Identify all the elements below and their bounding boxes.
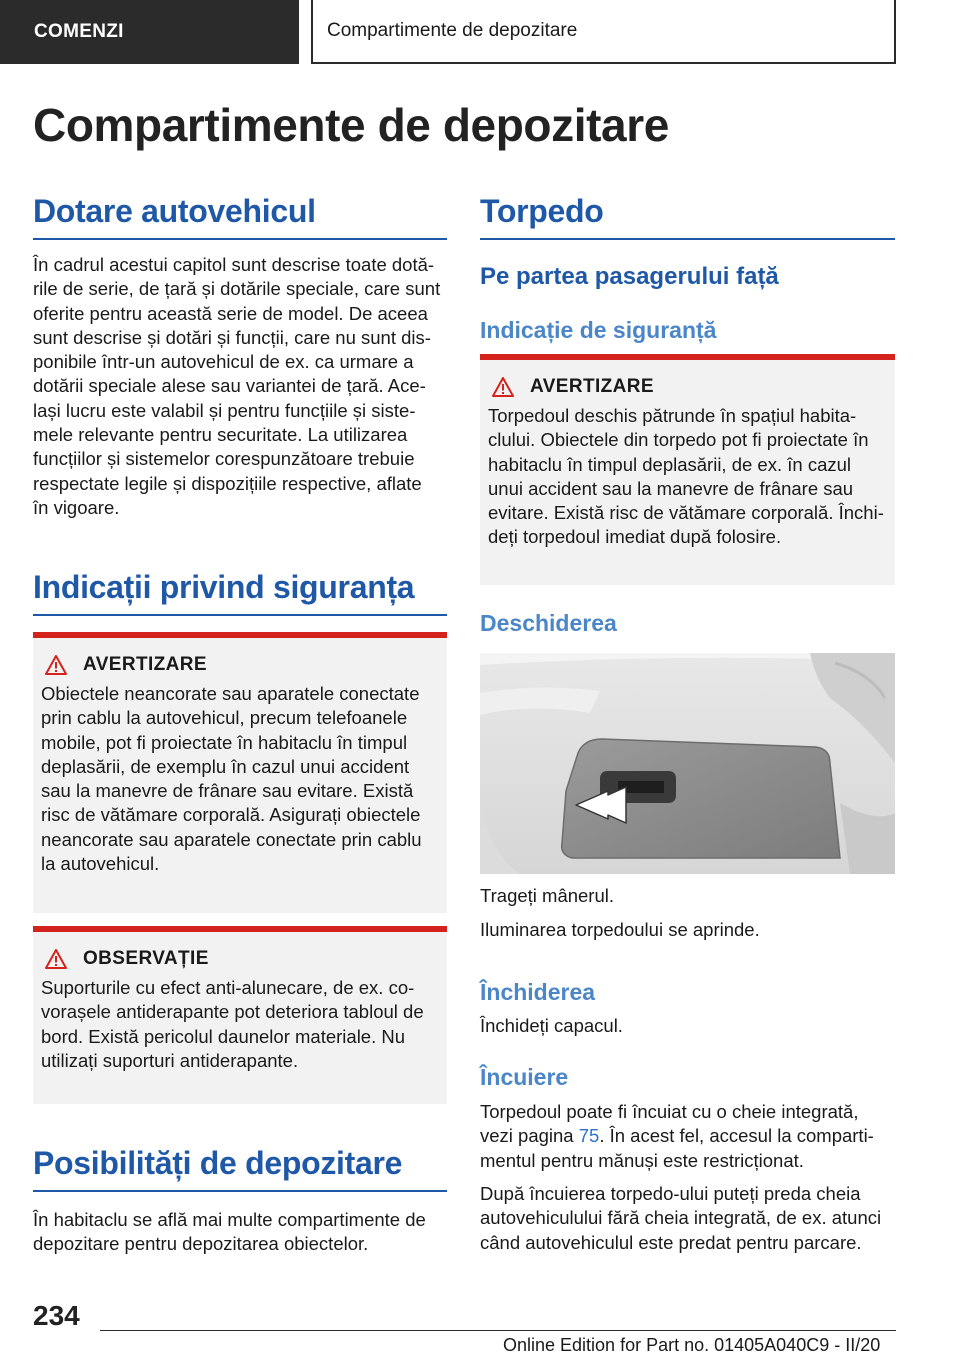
text-line: clului. Obiectele din torpedo pot fi proiectate în bbox=[488, 429, 869, 451]
step-pull-handle: Trageți mânerul. bbox=[480, 885, 615, 906]
text-line: mobile, pot fi proiectate în habitaclu în timpul bbox=[41, 731, 408, 753]
text-line: Suporturile cu efect anti-alunecare, de ex. co- bbox=[41, 977, 415, 998]
notice-box bbox=[33, 926, 447, 1104]
text-line: depozitare pentru depozitarea obiectelor. bbox=[33, 1233, 369, 1255]
text-line: deți torpedoul imediat după folosire. bbox=[488, 526, 782, 548]
text-line: evitare. Există risc de vătămare corporală. Închi- bbox=[488, 502, 884, 524]
text-line: mentul pentru mănuși este restricționat. bbox=[480, 1149, 804, 1171]
posibilitati-paragraph bbox=[33, 1208, 447, 1257]
heading-posibilitati: Posibilități de depozitare bbox=[33, 1145, 447, 1192]
edition-text: Online Edition for Part no. 01405A040C9 - II/20 bbox=[503, 1335, 881, 1355]
text-line: bord. Există pericolul daunelor materiale. Nu bbox=[41, 1025, 406, 1047]
warning-title-text: AVERTIZARE bbox=[83, 654, 207, 675]
warning-title-text: AVERTIZARE bbox=[530, 376, 654, 397]
text-line: autovehiculului fără cheia integrată, de ex. atunci bbox=[480, 1207, 882, 1229]
text-line: sunt descrise și dotări și funcții, care nu sunt dis- bbox=[33, 326, 431, 348]
torpedo-warning-box bbox=[480, 354, 895, 585]
text-line: În cadrul acestui capitol sunt descrise toate dotă- bbox=[33, 254, 435, 275]
heading-torpedo: Torpedo bbox=[480, 193, 895, 240]
text-line: Torpedoul poate fi încuiat cu o cheie integrată, bbox=[480, 1101, 859, 1122]
text-line: sau la manevre de frânare sau evitare. Există bbox=[41, 780, 414, 802]
text-fragment: vezi pagina bbox=[480, 1125, 579, 1147]
text-line: vorașele antiderapante pot deteriora tabloul de bbox=[41, 1001, 424, 1023]
text-line bbox=[480, 1124, 895, 1148]
step-light-on: Iluminarea torpedoului se aprinde. bbox=[480, 919, 760, 940]
warning-text bbox=[488, 404, 887, 550]
text-line: funcțiilor și sistemelor corespunzătoare trebuie bbox=[33, 448, 415, 470]
warning-title bbox=[488, 376, 887, 398]
incuiere-paragraph-1 bbox=[480, 1100, 895, 1173]
notice-title-text: OBSERVAȚIE bbox=[83, 948, 209, 969]
heading-dotare: Dotare autovehicul bbox=[33, 193, 447, 240]
text-line: deplasării, de exemplu în cazul unui accident bbox=[41, 755, 410, 777]
text-line: la autovehicul. bbox=[41, 853, 160, 875]
text-line: unui accident sau la manevre de frânare sau bbox=[488, 477, 854, 499]
heading-incuiere: Încuiere bbox=[480, 1064, 569, 1090]
text-fragment: . În acest fel, accesul la comparti- bbox=[599, 1125, 874, 1147]
heading-siguranta: Indicații privind siguranța bbox=[33, 569, 447, 616]
glovebox-photo bbox=[480, 653, 895, 874]
warning-triangle-icon bbox=[492, 377, 514, 397]
text-line: respectate legile și dispozițiile respective, aflate bbox=[33, 472, 422, 494]
text-line: risc de vătămare corporală. Asigurați obiectele bbox=[41, 804, 421, 826]
text-line: Obiectele neancorate sau aparatele conectate bbox=[41, 683, 420, 704]
subheading-safety: Indicație de siguranță bbox=[480, 317, 717, 343]
text-line: în vigoare. bbox=[33, 496, 120, 518]
page-title: Compartimente de depozitare bbox=[33, 99, 669, 151]
header-subsection-label: Compartimente de depozitare bbox=[327, 20, 578, 41]
text-line: rile de serie, de țară și dotările speciale, care sunt bbox=[33, 278, 441, 300]
page-reference-link[interactable]: 75 bbox=[578, 1125, 600, 1147]
heading-inchiderea: Închiderea bbox=[480, 979, 596, 1005]
footer-divider bbox=[100, 1330, 896, 1331]
incuiere-paragraph-2 bbox=[480, 1182, 895, 1255]
header-subsection-tab bbox=[311, 0, 896, 64]
text-line: neancorate sau aparatele conectate prin cablu bbox=[41, 828, 422, 850]
text-line: dotării speciale alese sau variantei de țară. Ace- bbox=[33, 375, 426, 397]
text-line: utilizați suporturi antiderapante. bbox=[41, 1049, 299, 1071]
heading-deschiderea: Deschiderea bbox=[480, 610, 617, 636]
text-line: mele relevante pentru securitate. La utilizarea bbox=[33, 424, 408, 446]
header-section-tab bbox=[0, 0, 299, 64]
text-line: După încuierea torpedo-ului puteți preda cheia bbox=[480, 1183, 861, 1204]
text-line: În habitaclu se află mai multe compartimente de bbox=[33, 1209, 426, 1230]
text-line: prin cablu la autovehicul, precum telefoanele bbox=[41, 707, 408, 729]
notice-triangle-icon bbox=[45, 949, 67, 969]
text-line: când autovehiculul este predat pentru parcare. bbox=[480, 1231, 862, 1253]
text-line: oferite pentru această serie de model. De aceea bbox=[33, 302, 428, 324]
text-line: habitaclu în timpul deplasării, de ex. în cazul bbox=[488, 453, 852, 475]
text-line: Torpedoul deschis pătrunde în spațiul habita- bbox=[488, 405, 857, 426]
warning-triangle-icon bbox=[45, 655, 67, 675]
subheading-passenger: Pe partea pasagerului față bbox=[480, 263, 779, 290]
notice-title bbox=[41, 948, 439, 970]
warning-title bbox=[41, 654, 439, 676]
warning-text bbox=[41, 682, 439, 876]
inchiderea-text: Închideți capacul. bbox=[480, 1015, 623, 1036]
header-section-label: COMENZI bbox=[34, 21, 124, 42]
glovebox-illustration bbox=[480, 653, 895, 874]
notice-text bbox=[41, 976, 439, 1073]
warning-box bbox=[33, 632, 447, 913]
page-number: 234 bbox=[33, 1300, 80, 1331]
dotare-paragraph bbox=[33, 253, 447, 520]
text-line: ponibile într-un autovehicul de ex. ca urmare a bbox=[33, 351, 414, 373]
footer-edition bbox=[503, 1335, 880, 1356]
text-line: lași lucru este valabil și pentru funcțiile și siste- bbox=[33, 399, 416, 421]
